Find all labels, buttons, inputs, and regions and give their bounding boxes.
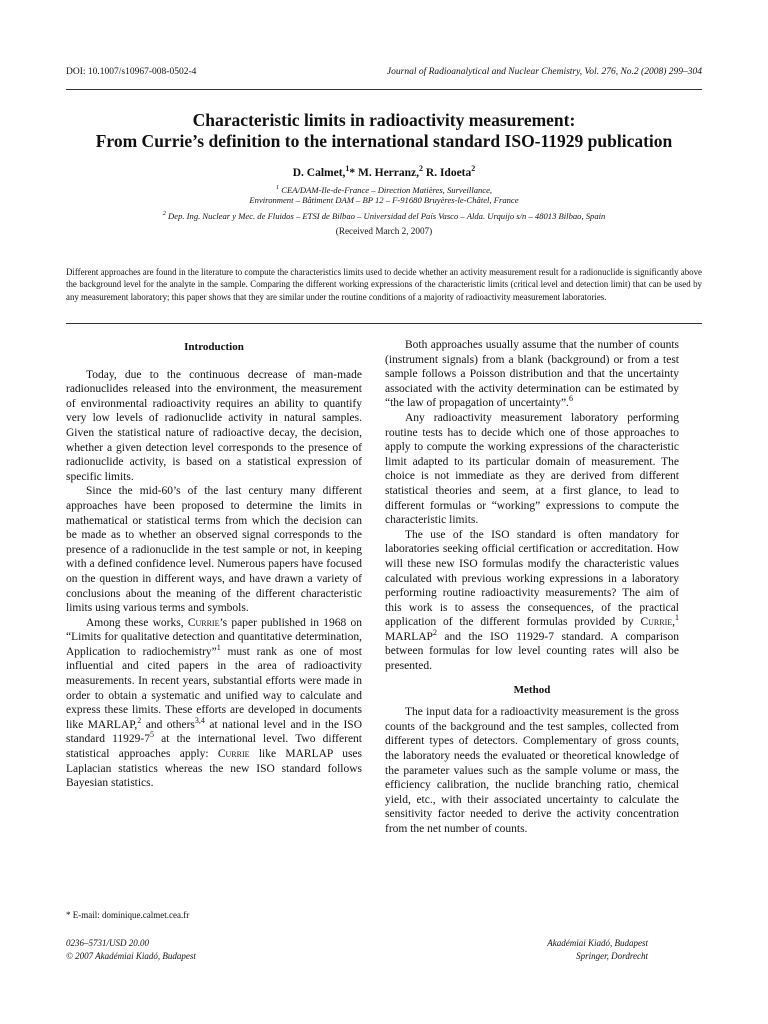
paragraph bbox=[66, 616, 362, 791]
publisher-1: Akadémiai Kiadó, Budapest bbox=[547, 938, 648, 948]
citation-ref: 2 bbox=[432, 628, 437, 638]
running-header bbox=[66, 67, 702, 81]
text-run: ’s paper published in 1968 on “Limits for qualitative detection and quantitative determination, Application to radiochemistry” bbox=[66, 616, 363, 658]
text-run: MARLAP bbox=[385, 630, 433, 643]
doi: DOI: 10.1007/s10967-008-0502-4 bbox=[66, 67, 197, 77]
citation-ref: 1 bbox=[216, 643, 221, 653]
author-name: Currie bbox=[187, 616, 220, 629]
affiliation-text: CEA/DAM-Ile-de-France – Direction Matières, Surveillance, bbox=[279, 184, 493, 195]
journal-citation: Journal of Radioanalytical and Nuclear Chemistry, Vol. 276, No.2 (2008) 299–304 bbox=[386, 67, 702, 77]
paragraph bbox=[385, 528, 679, 674]
author-list bbox=[40, 164, 728, 179]
text-run: and the ISO 11929-7 standard. A comparison between formulas for low level counting rates will also be presented. bbox=[385, 630, 679, 673]
title-line-1: Characteristic limits in radioactivity measurement: bbox=[192, 110, 576, 130]
paragraph: Any radioactivity measurement laboratory performing routine tests has to decide which one of those approaches to apply to compute the working expressions of the characteristic limit adapted to its particular domain of measurement. The choice is not immediate as they are derived from different statistical theories and seem, at a first glance, to lead to different formulas or “working” expressions to compute the characteristic limits. bbox=[385, 411, 679, 527]
text-run: at national level and in the ISO standard 11929-7 bbox=[66, 718, 362, 746]
affiliation-number: 1 bbox=[275, 184, 280, 191]
footnote-email: * E-mail: dominique.calmet.cea.fr bbox=[66, 910, 190, 920]
right-column bbox=[385, 338, 679, 837]
text-run: like MARLAP uses Laplacian statistics whereas the new ISO standard follows Bayesian statistics. bbox=[66, 748, 362, 790]
section-heading-method: Method bbox=[513, 683, 551, 696]
paragraph: Since the mid-60’s of the last century many different approaches have been proposed to determine the limits in mathematical or statistical terms from which the decision can be made as to whether an observed signal corresponds to the presence of a radionuclide in the test sample or not, in keeping with a defined confidence level. Numerous papers have focused on the question in different ways, and have drawn a variety of conclusions about the meaning of the different characteristic limits using various terms and symbols. bbox=[66, 485, 362, 615]
citation-ref: 2 bbox=[137, 716, 142, 726]
affiliation-2 bbox=[40, 207, 728, 223]
paper-title bbox=[40, 110, 728, 152]
text-run: Among these works, bbox=[86, 616, 188, 629]
text-run: at the international level. Two different statistical approaches apply: bbox=[66, 733, 362, 761]
paragraph: Today, due to the continuous decrease of man-made radionuclides released into the environment, the measurement of environmental radioactivity requires an ability to quantify very low levels of radionuclide activity in natural samples. Given the statistical nature of radioactive decay, the decision, whether a given detection level corresponds to the presence of radionuclide activity, is based on a statistical expression of specific limits. bbox=[66, 368, 362, 483]
abstract-rule bbox=[66, 323, 702, 324]
left-column bbox=[66, 338, 362, 791]
issn-price: 0236–5731/USD 20.00 bbox=[66, 938, 149, 948]
text-run: The use of the ISO standard is often mandatory for laboratories seeking official certification or accreditation. How will these new ISO formulas modify the characteristic values calculated with previous working expressions in a laboratory performing routine radioactivity measurements? The aim of this work is to assess the consequences, of the practical application of the different formulas provided by bbox=[385, 528, 679, 629]
paragraph bbox=[385, 338, 679, 411]
citation-ref: 3,4 bbox=[194, 716, 205, 726]
paragraph: The input data for a radioactivity measurement is the gross counts of the background and the test samples, collected from different types of detectors. Complementary of gross counts, the laboratory needs the evaluated or theoretical knowledge of the parameter values such as the sample volume or mass, the efficiency calibration, the nuclide branching ratio, chemical yield, etc., with their associated uncertainty to calculate the sensitivity factor needed to derive the activity concentration from the net number of counts. bbox=[385, 706, 679, 835]
abstract: Different approaches are found in the literature to compute the characteristics limits used to decide whether an activity measurement result for a radionuclide is significantly above the background level for the analyte in the sample. Comparing the different working expressions of the characteristic limits (critical level and detection limit) that can be used by any measurement laboratory; this paper shows that they are similar under the routine conditions of a majority of radioactivity measurement laboratories. bbox=[66, 267, 702, 302]
affiliation-text: Dep. Ing. Nuclear y Mec. de Fluidos – ETSI de Bilbao – Universidad del País Vasco – Alda. Urquijo s/n – 48013 Bilbao, Spain bbox=[165, 210, 606, 221]
footer-left bbox=[66, 937, 196, 962]
text-run: must rank as one of most influential and cited papers in the area of radioactivity measurements. In recent years, substantial efforts were made in order to obtain a systematic and unified way to calculate and express these limits. These efforts are developed in documents like MARLAP, bbox=[66, 645, 362, 731]
citation-ref: 6 bbox=[568, 394, 573, 404]
citation-ref: 5 bbox=[150, 730, 155, 740]
affiliation-marker: 2 bbox=[471, 164, 476, 173]
affiliation-1-address: Environment – Bâtiment DAM – BP 12 – F-91680 Bruyères-le-Châtel, France bbox=[249, 195, 519, 205]
copyright: © 2007 Akadémiai Kiadó, Budapest bbox=[66, 950, 196, 961]
affiliation-marker: 2 bbox=[419, 164, 424, 173]
affiliation-marker: 1 bbox=[345, 164, 350, 173]
publisher-2: Springer, Dordrecht bbox=[576, 950, 648, 961]
author-3: R. Idoeta bbox=[423, 166, 472, 179]
text-run: Both approaches usually assume that the number of counts (instrument signals) from a blank (background) or from a test sample follows a Poisson distribution and that the uncertainty associated with the activity determination can be estimated by “the law of propagation of uncertainty”. bbox=[385, 339, 679, 410]
received-date: (Received March 2, 2007) bbox=[335, 226, 433, 236]
title-line-2: From Currie’s definition to the international standard ISO-11929 publication bbox=[95, 131, 673, 151]
text-run: and others bbox=[141, 718, 195, 731]
author-name: Currie bbox=[640, 616, 673, 629]
citation-ref: 1 bbox=[675, 613, 679, 623]
affiliation-number: 2 bbox=[162, 210, 166, 217]
author-name: Currie bbox=[217, 748, 250, 761]
author-2: * M. Herranz, bbox=[349, 166, 420, 179]
section-heading-introduction: Introduction bbox=[184, 341, 244, 353]
text-run: , bbox=[672, 616, 675, 629]
author-1: D. Calmet, bbox=[292, 166, 346, 179]
footer-right bbox=[547, 937, 648, 962]
header-rule bbox=[66, 89, 702, 90]
